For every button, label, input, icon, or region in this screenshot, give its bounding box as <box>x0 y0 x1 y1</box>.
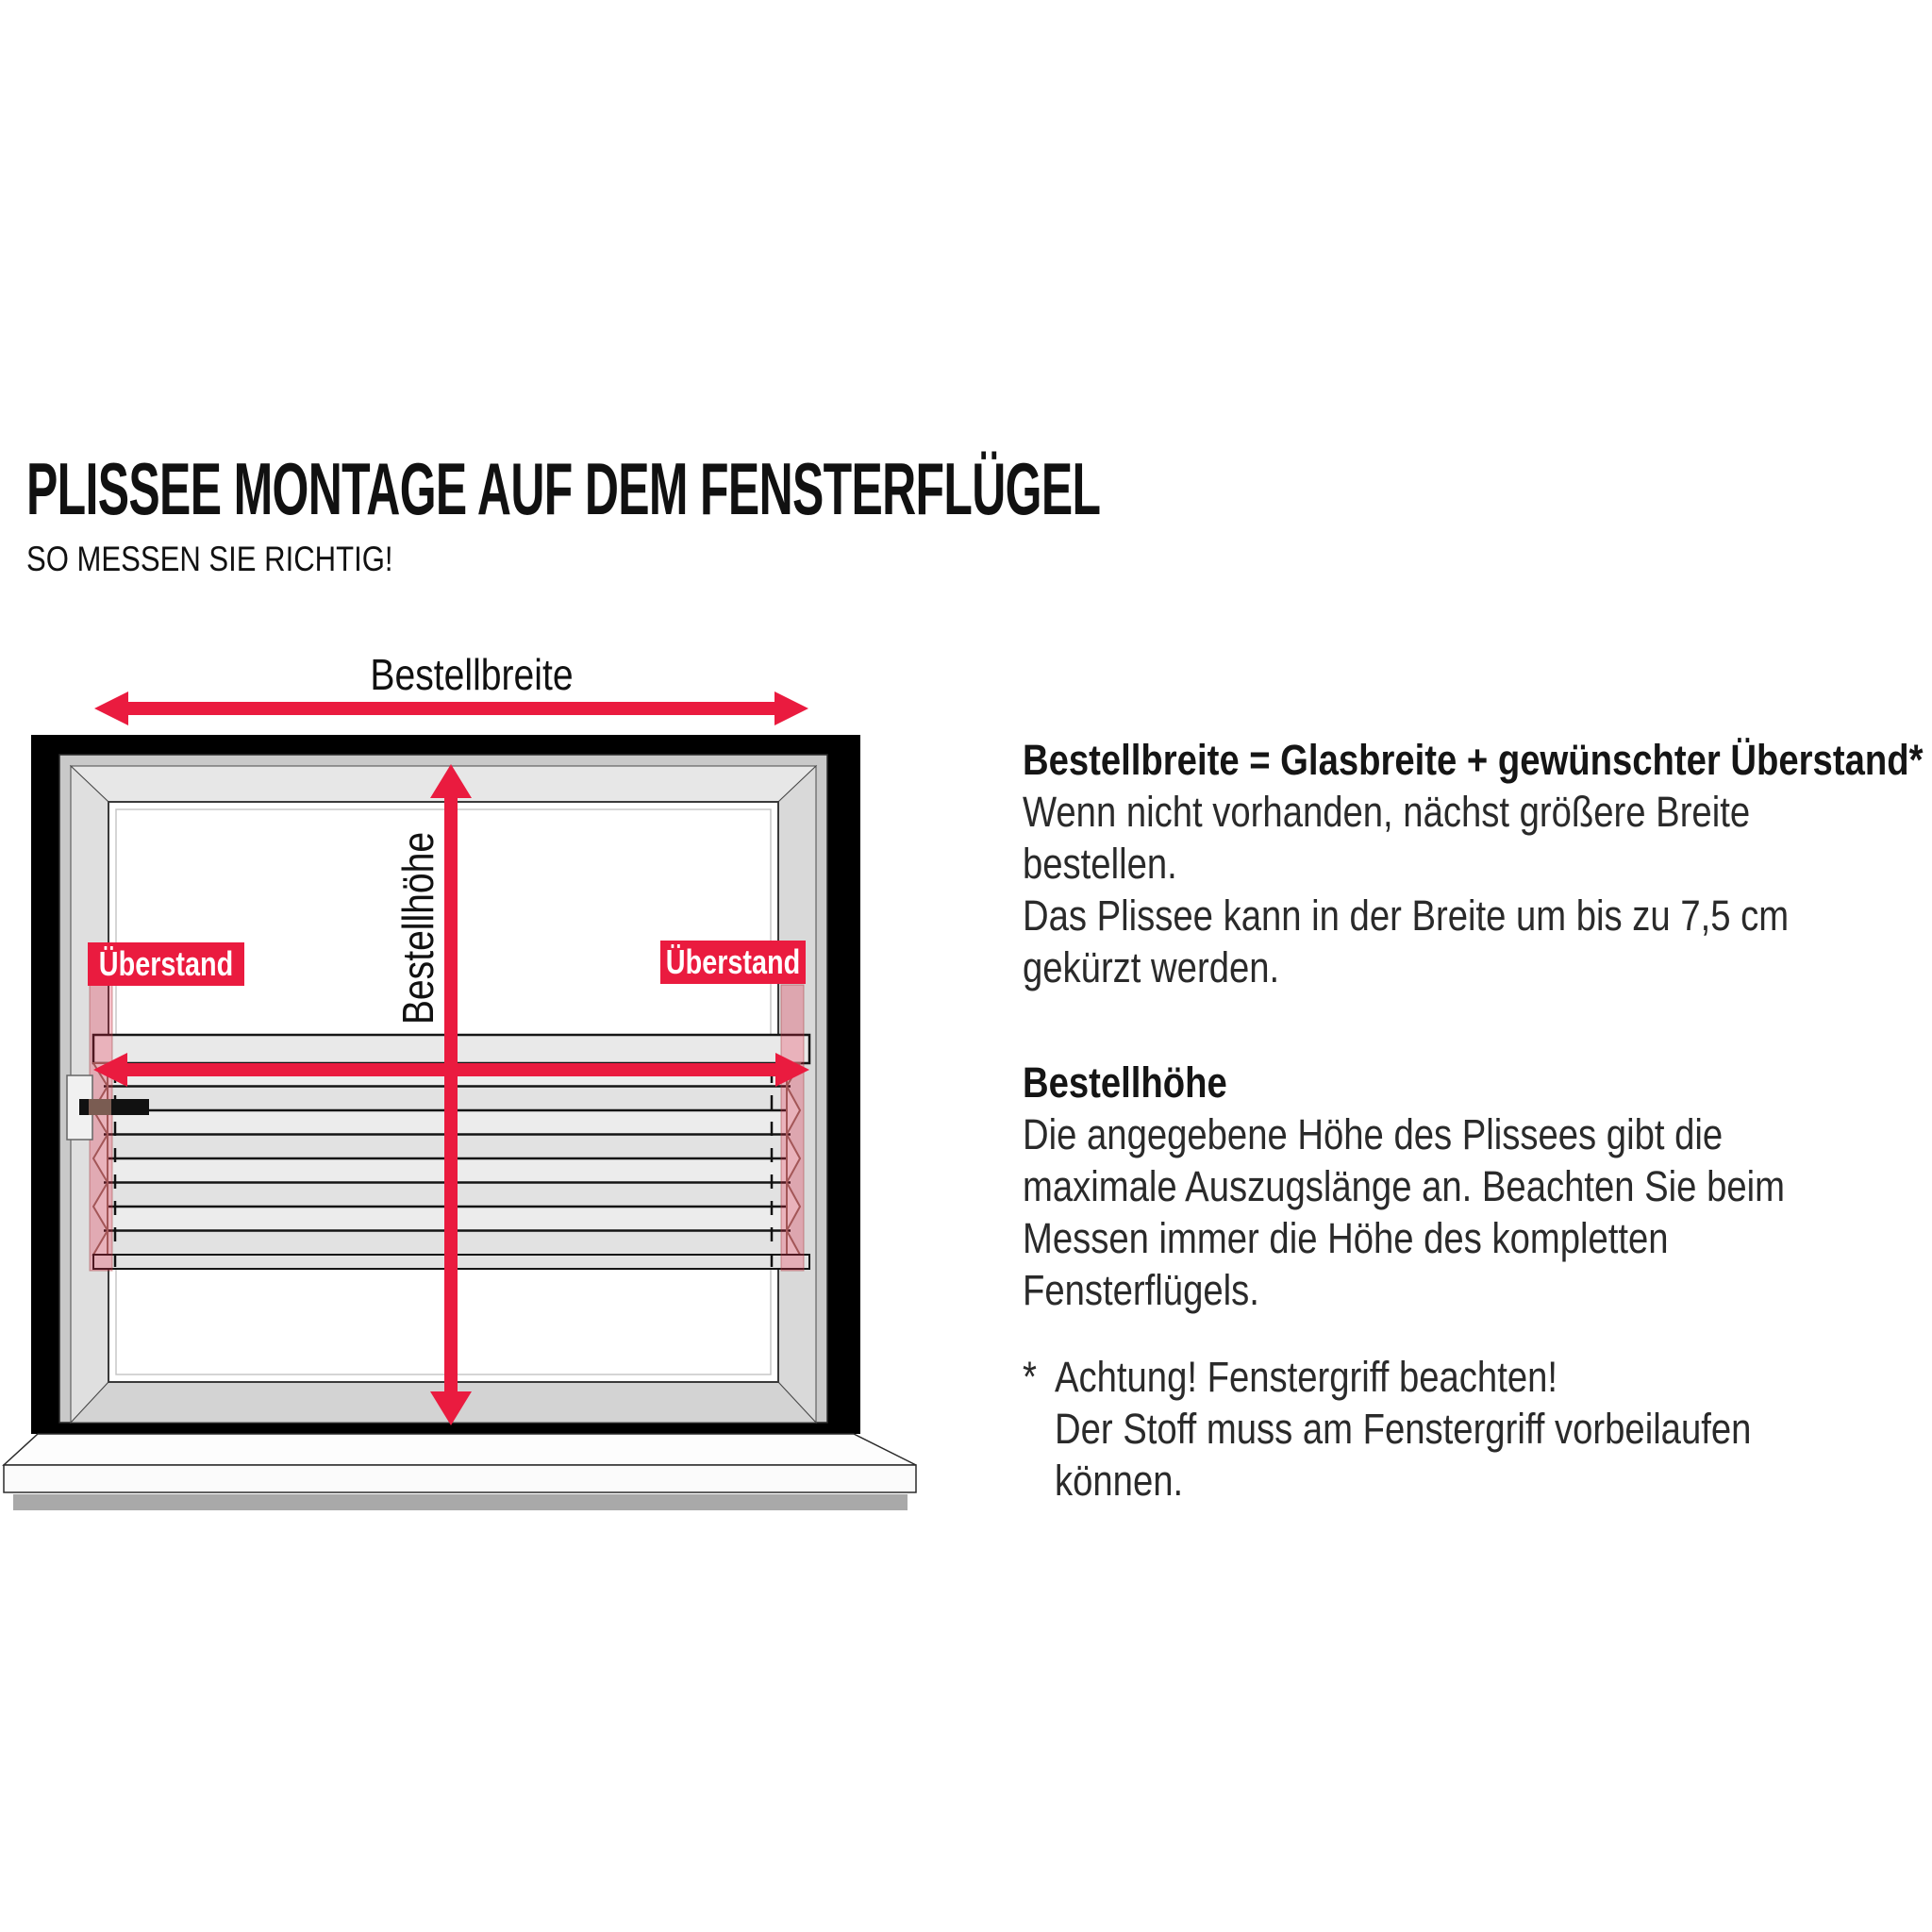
footnote-line: können. <box>1055 1457 1184 1505</box>
info-column <box>1023 734 1932 1507</box>
width-section-line: Das Plissee kann in der Breite um bis zu 7,5 cm <box>1023 891 1790 940</box>
width-section-line: gekürzt werden. <box>1023 943 1280 991</box>
window-sill-top <box>4 1434 916 1465</box>
window-handle-bar <box>89 1099 111 1115</box>
height-section-line: Messen immer die Höhe des kompletten <box>1023 1214 1669 1262</box>
footnote-line <box>1023 1351 1932 1403</box>
footnote-line: Der Stoff muss am Fenstergriff vorbeilaufen <box>1055 1405 1752 1453</box>
window-sill-shadow <box>13 1494 908 1510</box>
footnote-text: Achtung! Fenstergriff beachten! <box>1055 1353 1558 1401</box>
window-diagram <box>0 623 966 1528</box>
overhang-tint-right <box>781 985 804 1271</box>
width-section-heading: Bestellbreite = Glasbreite + gewünschter Überstand* <box>1023 736 1924 784</box>
page-title: PLISSEE MONTAGE AUF DEM FENSTERFLÜGEL <box>26 447 1101 530</box>
footnote-marker: * <box>1023 1353 1037 1401</box>
order-width-label: Bestellbreite <box>370 650 574 699</box>
overhang-badge-right-label: Überstand <box>665 942 801 981</box>
page-subtitle: SO MESSEN SIE RICHTIG! <box>26 540 393 578</box>
height-section-line: Fensterflügels. <box>1023 1266 1259 1314</box>
overhang-badge-left <box>88 942 244 986</box>
width-section-line: bestellen. <box>1023 840 1177 888</box>
width-section-line: Wenn nicht vorhanden, nächst größere Breite <box>1023 788 1751 836</box>
overhang-badge-left-label: Überstand <box>98 944 234 983</box>
overhang-badge-right <box>660 941 806 984</box>
height-section-line: maximale Auszugslänge an. Beachten Sie beim <box>1023 1162 1785 1210</box>
height-section-heading: Bestellhöhe <box>1023 1058 1227 1107</box>
window-sill-face <box>4 1465 916 1492</box>
order-height-label: Bestellhöhe <box>393 831 442 1025</box>
window-handle-bar <box>79 1099 89 1115</box>
height-section-line: Die angegebene Höhe des Plissees gibt die <box>1023 1110 1724 1158</box>
window-handle-bar <box>111 1099 149 1115</box>
